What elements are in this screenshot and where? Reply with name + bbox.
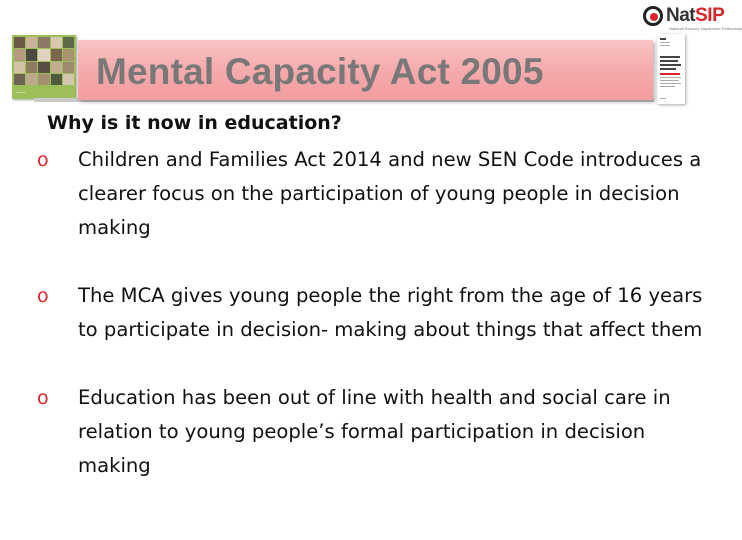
cover-thumbnail-image bbox=[12, 35, 76, 99]
natsip-logo bbox=[643, 4, 742, 31]
logo-suffix: SIP bbox=[695, 5, 725, 26]
bullet-marker-icon: o bbox=[37, 387, 49, 409]
cover-photo-grid bbox=[14, 37, 74, 85]
bullet-item bbox=[37, 381, 712, 483]
natsip-logo-icon bbox=[643, 6, 663, 26]
logo-text bbox=[666, 5, 724, 27]
bullet-marker-icon: o bbox=[37, 285, 49, 307]
section-heading: Why is it now in education? bbox=[47, 112, 342, 134]
slide-title: Mental Capacity Act 2005 bbox=[96, 51, 544, 92]
bullet-item bbox=[37, 143, 712, 245]
logo-tagline: National Sensory Impairment Partnership bbox=[669, 26, 742, 31]
document-thumbnail-image bbox=[657, 34, 685, 104]
bullet-item bbox=[37, 279, 712, 347]
bullet-text: The MCA gives young people the right from the age of 16 years to participate in decision- making about things that affect them bbox=[78, 284, 703, 341]
bullet-text: Children and Families Act 2014 and new SEN Code introduces a clearer focus on the participation of young people in decision making bbox=[78, 148, 702, 239]
bullet-list bbox=[37, 143, 712, 483]
cover-caption: —— bbox=[16, 90, 26, 96]
logo-prefix: Nat bbox=[666, 5, 696, 26]
bullet-marker-icon: o bbox=[37, 149, 49, 171]
bullet-text: Education has been out of line with health and social care in relation to young people’s formal participation in decision making bbox=[78, 386, 671, 477]
